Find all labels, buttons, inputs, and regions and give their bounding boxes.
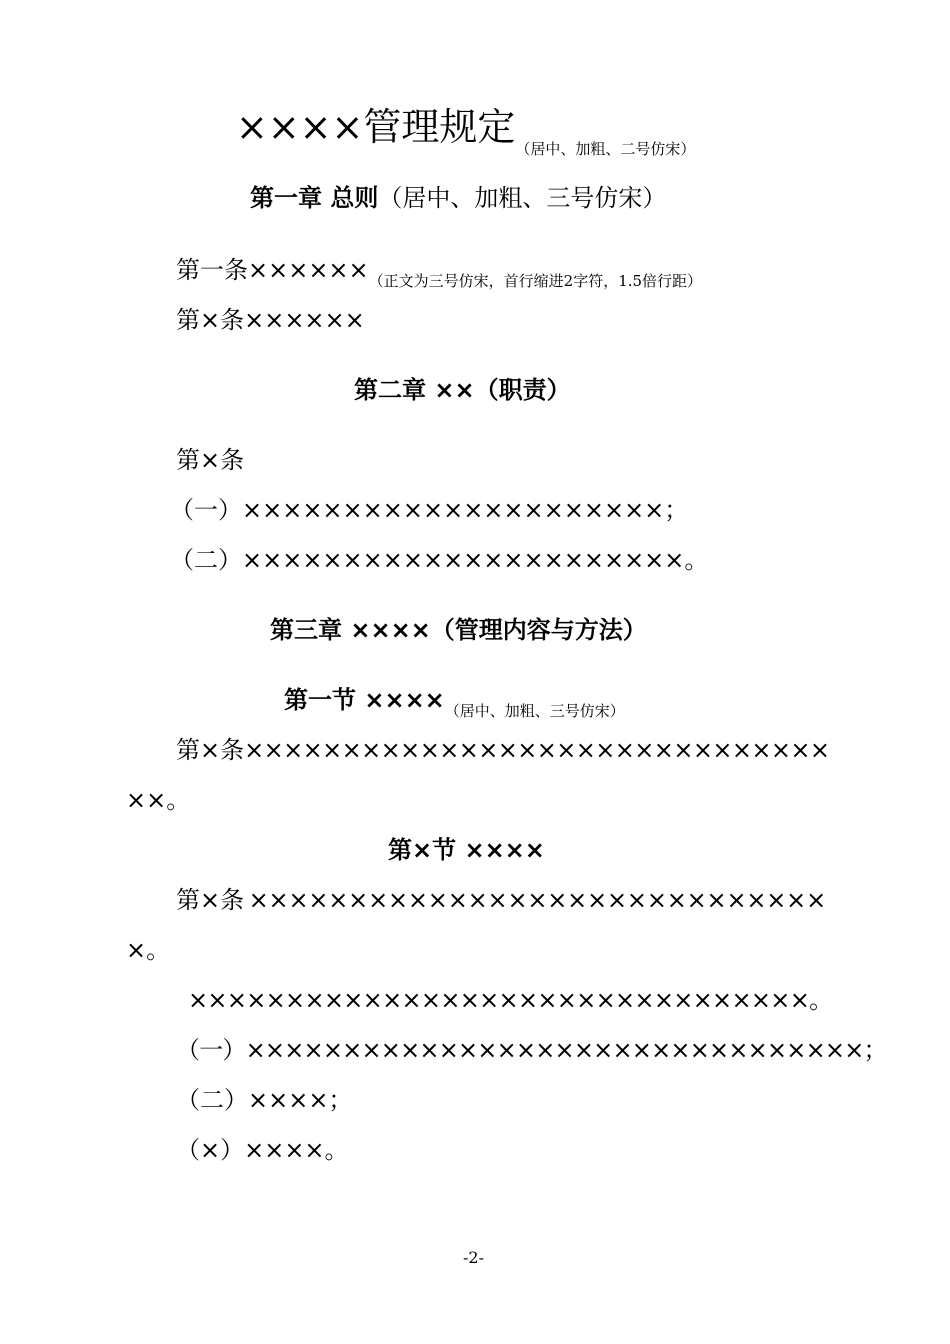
article-5-label: 第×条 <box>176 886 245 914</box>
page-number: -2- <box>463 1248 484 1267</box>
article-5-line-2: ×。 <box>126 936 171 964</box>
paragraph-1: ××××××××××××××××××××××××××××××××。 <box>188 986 833 1014</box>
list-item-1: （一）×××××××××××××××××××××； <box>170 496 689 524</box>
chapter-heading-2: 第二章 ××（职责） <box>354 376 571 404</box>
article-4-label: 第×条 <box>176 736 245 764</box>
article-1 <box>176 258 702 289</box>
article-4-line-2: ××。 <box>126 786 191 814</box>
chapter-heading-1-text: 第一章 总则 <box>250 184 379 212</box>
document-title <box>236 105 696 158</box>
body-format-note: （正文为三号仿宋，首行缩进2字符，1.5倍行距） <box>368 272 703 290</box>
article-4-line-1 <box>176 736 830 764</box>
article-1-text: 第一条×××××× <box>176 256 369 284</box>
article-5-line-1 <box>176 888 826 912</box>
section-format-note: （居中、加粗、三号仿宋） <box>444 702 625 720</box>
article-5-text: ××××××××××××××××××××××××××××× <box>248 886 826 914</box>
list-item-4: （二）××××； <box>176 1086 353 1114</box>
section-heading-2: 第×节 ×××× <box>388 836 545 864</box>
list-item-3: （一）××××××××××××××××××××××××××××××××； <box>176 1036 887 1064</box>
chapter-heading-1-note: （居中、加粗、三号仿宋） <box>378 184 667 212</box>
section-heading-1-text: 第一节 ×××× <box>284 686 445 714</box>
chapter-heading-3: 第三章 ××××（管理内容与方法） <box>270 616 647 644</box>
section-heading-1 <box>284 688 625 719</box>
list-item-5: （×）××××。 <box>176 1136 349 1164</box>
article-4-text: ×××××××××××××××××××××××××××××× <box>244 736 830 764</box>
list-item-2: （二）××××××××××××××××××××××。 <box>170 546 709 574</box>
article-2: 第×条×××××× <box>176 306 365 334</box>
chapter-heading-1 <box>250 186 666 210</box>
article-3: 第×条 <box>176 446 245 474</box>
title-format-note: （居中、加粗、二号仿宋） <box>515 140 696 158</box>
document-title-text: ××××管理规定 <box>236 105 516 149</box>
